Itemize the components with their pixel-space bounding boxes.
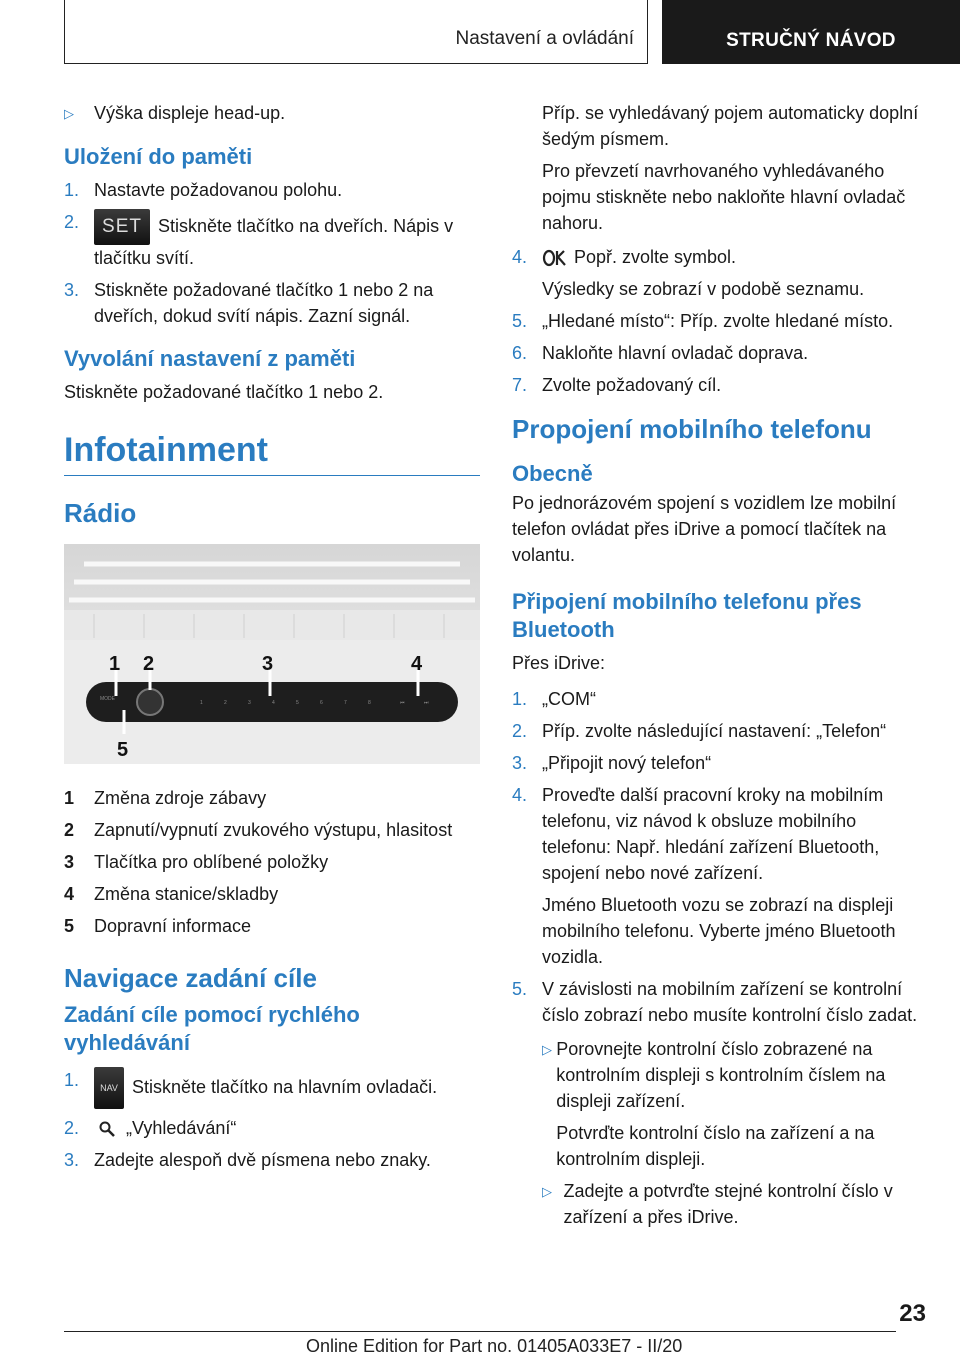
via-idrive: Přes iDrive: <box>512 653 606 673</box>
legend-number: 2 <box>64 820 75 840</box>
ok-icon <box>542 247 568 269</box>
list-item <box>512 308 928 334</box>
bluetooth-steps <box>512 686 928 1236</box>
continued-paragraph: Pro převzetí navrhovaného vyhledávaného pojmu stiskněte nebo nakloňte hlavní ovladač nahoru. <box>542 161 906 233</box>
callout-2: 2 <box>143 653 155 675</box>
list-item <box>512 976 928 1236</box>
heading-radio: Rádio <box>64 498 137 528</box>
step-subtext: Výsledky se zobrazí v podobě seznamu. <box>542 279 865 299</box>
svg-text:8: 8 <box>368 700 371 706</box>
list-item <box>64 1115 480 1141</box>
recall-text: Stiskněte požadované tlačítko 1 nebo 2. <box>64 382 384 402</box>
list-item <box>512 718 928 744</box>
step-number: 2. <box>64 1118 80 1138</box>
set-button-icon: SET <box>94 209 150 245</box>
triangle-bullet-icon: ▷ <box>64 106 74 121</box>
step-text: „Vyhledávání“ <box>126 1118 237 1138</box>
list-item <box>512 244 928 302</box>
heading-quick-search: Zadání cíle pomocí rychlého vyhledávání <box>64 1002 360 1055</box>
legend-text: Změna stanice/skladby <box>94 884 279 904</box>
svg-text:3: 3 <box>248 700 251 706</box>
step-text: Stiskněte požadované tlačítko 1 nebo 2 na dveřích, dokud svítí nápis. Zazní signál. <box>94 280 434 326</box>
right-column <box>512 100 928 1242</box>
step-subtext: Jméno Bluetooth vozu se zobrazí na displeji mobilního telefonu. Vyberte jméno Bluetooth vozidla. <box>542 895 896 967</box>
radio-panel-photo <box>64 544 480 764</box>
list-item <box>64 177 480 203</box>
list-item <box>64 209 480 271</box>
legend-number: 5 <box>64 916 75 936</box>
step-text: Stiskněte tlačítko na dveřích. Nápis v tlačítku svítí. <box>94 215 454 268</box>
heading-general: Obecně <box>512 461 593 486</box>
list-item <box>64 277 480 329</box>
step-text: Stiskněte tlačítko na hlavním ovladači. <box>132 1076 438 1097</box>
list-item <box>512 750 928 776</box>
step-number: 6. <box>512 343 528 363</box>
list-item <box>64 100 480 127</box>
list-item <box>512 340 928 366</box>
list-item <box>64 1147 480 1173</box>
callout-4: 4 <box>411 653 423 675</box>
legend-text: Dopravní informace <box>94 916 252 936</box>
heading-recall-memory: Vyvolání nastavení z paměti <box>64 346 356 371</box>
header-tab-label: STRUČNÝ NÁVOD <box>726 30 896 51</box>
step-text: „Hledané místo“: Příp. zvolte hledané místo. <box>542 311 894 331</box>
step-number: 4. <box>512 785 528 805</box>
heading-navigation: Navigace zadání cíle <box>64 963 317 993</box>
callout-5: 5 <box>117 739 129 761</box>
step-text: Zadejte alespoň dvě písmena nebo znaky. <box>94 1150 431 1170</box>
continued-paragraph: Příp. se vyhledávaný pojem automaticky doplní šedým písmem. <box>542 103 919 149</box>
list-item <box>512 782 928 970</box>
nav-button-icon: NAV <box>94 1067 124 1109</box>
heading-save-memory: Uložení do paměti <box>64 144 253 169</box>
step-number: 3. <box>64 1150 80 1170</box>
header-chapter-tab <box>662 0 960 64</box>
step-number: 1. <box>64 1070 80 1090</box>
step-text: V závislosti na mobilním zařízení se kontrolní číslo zobrazí nebo musíte kontrolní číslo zadat. <box>542 979 918 1025</box>
legend-text: Zapnutí/vypnutí zvukového výstupu, hlasitost <box>94 820 453 840</box>
step-number: 3. <box>64 280 80 300</box>
step-text: Proveďte další pracovní kroky na mobilním telefonu, viz návod k obsluze mobilního telefonu: Např. hledání zařízení Bluetooth, spojení nebo nové zařízení. <box>542 785 884 883</box>
search-steps <box>512 244 928 398</box>
step-number: 2. <box>512 721 528 741</box>
save-steps <box>64 177 480 329</box>
search-icon <box>94 1118 120 1140</box>
list-item <box>512 686 928 712</box>
step-number: 7. <box>512 375 528 395</box>
svg-text:2: 2 <box>224 700 227 706</box>
radio-legend <box>64 785 480 939</box>
legend-number: 3 <box>64 852 75 872</box>
step-text: Příp. zvolte následující nastavení: „Telefon“ <box>542 721 887 741</box>
svg-text:⏮: ⏮ <box>400 700 405 706</box>
heading-phone-connection: Propojení mobilního telefonu <box>512 414 872 444</box>
list-item <box>542 1178 928 1230</box>
page-number: 23 <box>899 1300 926 1327</box>
nav-steps <box>64 1067 480 1173</box>
bullet-text: Porovnejte kontrolní číslo zobrazené na kontrolním displeji s kontrolním číslem na displeji zařízení. <box>556 1039 886 1111</box>
svg-text:5: 5 <box>296 700 299 706</box>
legend-text: Změna zdroje zábavy <box>94 788 267 808</box>
legend-number: 4 <box>64 884 75 904</box>
step-number: 1. <box>512 689 528 709</box>
bullet-text: Výška displeje head-up. <box>94 103 286 123</box>
step-text: „COM“ <box>542 689 596 709</box>
svg-text:4: 4 <box>272 700 275 706</box>
list-item <box>512 372 928 398</box>
edition-footer: Online Edition for Part no. 01405A033E7 - II/20 <box>306 1336 683 1356</box>
list-item <box>64 1067 480 1109</box>
general-text: Po jednorázovém spojení s vozidlem lze mobilní telefon ovládat přes iDrive a pomocí tlačítek na volantu. <box>512 493 897 565</box>
step-text: Zvolte požadovaný cíl. <box>542 375 722 395</box>
triangle-bullet-icon: ▷ <box>542 1042 552 1057</box>
svg-text:⏭: ⏭ <box>424 700 429 706</box>
step-text: Popř. zvolte symbol. <box>574 247 737 267</box>
list-item <box>542 1036 928 1172</box>
svg-text:7: 7 <box>344 700 347 706</box>
footer-divider <box>64 1331 896 1332</box>
callout-1: 1 <box>109 653 121 675</box>
legend-text: Tlačítka pro oblíbené položky <box>94 852 329 872</box>
step-number: 5. <box>512 311 528 331</box>
step-text: Nastavte požadovanou polohu. <box>94 180 343 200</box>
callout-3: 3 <box>262 653 274 675</box>
step-text: Nakloňte hlavní ovladač doprava. <box>542 343 809 363</box>
step-number: 3. <box>512 753 528 773</box>
triangle-bullet-icon: ▷ <box>542 1184 552 1199</box>
heading-infotainment: Infotainment <box>64 437 480 476</box>
step-number: 5. <box>512 979 528 999</box>
bullet-subtext: Potvrďte kontrolní číslo na zařízení a na kontrolním displeji. <box>556 1123 875 1169</box>
svg-text:MODE: MODE <box>100 696 115 702</box>
step-number: 2. <box>64 212 80 232</box>
step-number: 1. <box>64 180 80 200</box>
bullet-text: Zadejte a potvrďte stejné kontrolní číslo v zařízení a přes iDrive. <box>563 1181 893 1227</box>
heading-bluetooth: Připojení mobilního telefonu přes Bluetooth <box>512 589 862 642</box>
svg-text:1: 1 <box>200 700 203 706</box>
svg-text:6: 6 <box>320 700 323 706</box>
left-column <box>64 100 480 1179</box>
legend-number: 1 <box>64 788 75 808</box>
step-number: 4. <box>512 247 528 267</box>
header-section-title: Nastavení a ovládání <box>455 28 634 49</box>
step-text: „Připojit nový telefon“ <box>542 753 712 773</box>
